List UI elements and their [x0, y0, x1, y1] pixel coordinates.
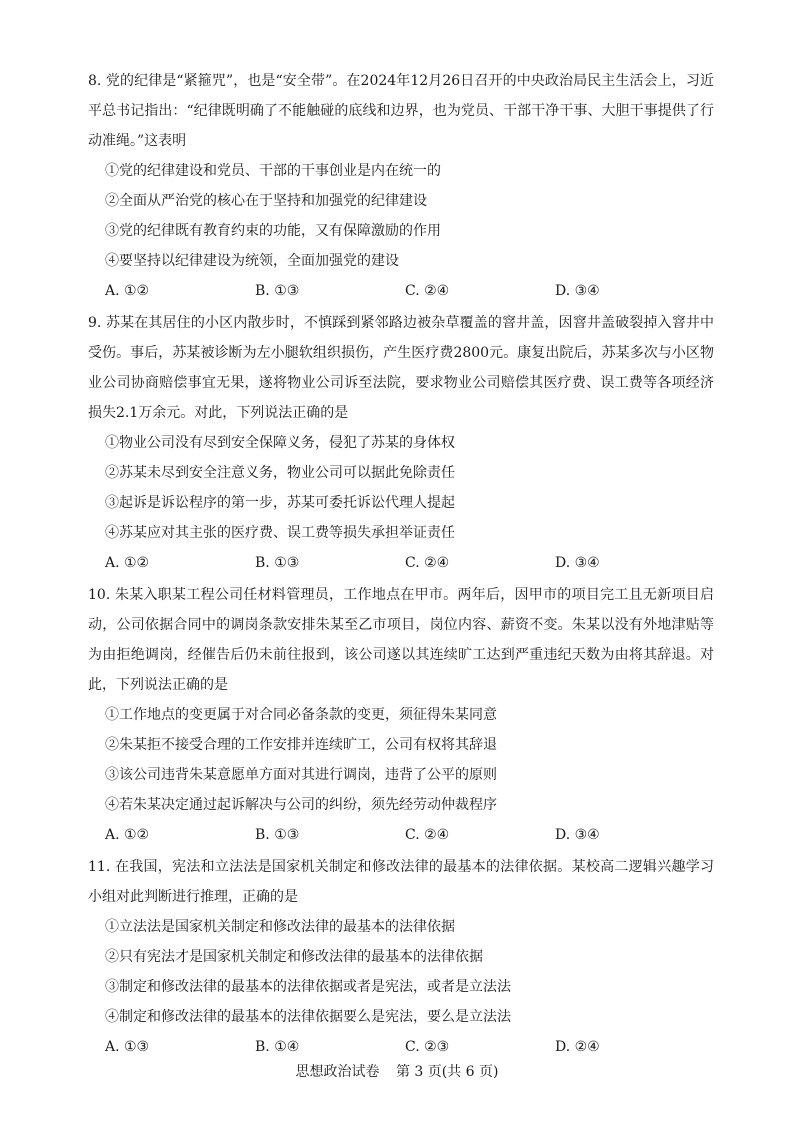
question-10 [88, 580, 714, 850]
choice-a[interactable]: A. ①② [105, 827, 150, 843]
choice-b[interactable]: B. ①③ [255, 827, 300, 843]
statement-3: ③党的纪律既有教育约束的功能，又有保障激励的作用 [105, 223, 441, 239]
question-stem: 10. 朱某入职某工程公司任材料管理员，工作地点在甲市。两年后，因甲市的项目完工且无新项目启动，公司依据合同中的调岗条款安排朱某至乙市项目，岗位内容、薪资不变。朱某以没有外地津贴等为由拒绝调岗，经催告后仍未前往报到，该公司遂以其连续旷工达到严重违纪天数为由将其辞退。对此，下列说法正确的是 [88, 587, 714, 693]
statement-2: ②全面从严治党的核心在于坚持和加强党的纪律建设 [105, 193, 427, 209]
choice-d[interactable]: D. ③④ [555, 827, 600, 843]
statement-1: ①立法法是国家机关制定和修改法律的最基本的法律依据 [105, 919, 455, 935]
choice-d[interactable]: D. ③④ [555, 283, 600, 299]
choice-d[interactable]: D. ③④ [555, 555, 600, 571]
answer-choices [88, 820, 714, 850]
choice-c[interactable]: C. ②④ [405, 283, 450, 299]
choice-a[interactable]: A. ①② [105, 555, 150, 571]
statement-4: ④要坚持以纪律建设为统领，全面加强党的建设 [105, 253, 399, 269]
choice-a[interactable]: A. ①② [105, 283, 150, 299]
question-11 [88, 852, 714, 1062]
answer-choices [88, 548, 714, 578]
choice-c[interactable]: C. ②④ [405, 555, 450, 571]
statement-4: ④制定和修改法律的最基本的法律依据要么是宪法，要么是立法法 [105, 1009, 511, 1025]
statement-3: ③该公司违背朱某意愿单方面对其进行调岗，违背了公平的原则 [105, 767, 497, 783]
answer-choices [88, 1032, 714, 1062]
question-stem: 9. 苏某在其居住的小区内散步时，不慎踩到紧邻路边被杂草覆盖的窨井盖，因窨井盖破裂掉入窨井中受伤。事后，苏某被诊断为左小腿软组织损伤，产生医疗费2800元。康复出院后，苏某多次与小区物业公司协商赔偿事宜无果，遂将物业公司诉至法院，要求物业公司赔偿其医疗费、误工费等各项经济损失2.1万余元。对此，下列说法正确的是 [88, 315, 714, 421]
statement-3: ③起诉是诉讼程序的第一步，苏某可委托诉讼代理人提起 [105, 495, 455, 511]
question-list [88, 66, 714, 1064]
question-stem: 11. 在我国，宪法和立法法是国家机关制定和修改法律的最基本的法律依据。某校高二逻辑兴趣学习小组对此判断进行推理，正确的是 [88, 859, 714, 905]
statement-1: ①党的纪律建设和党员、干部的干事创业是内在统一的 [105, 163, 441, 179]
choice-b[interactable]: B. ①③ [255, 555, 300, 571]
choice-b[interactable]: B. ①④ [255, 1039, 300, 1055]
choice-c[interactable]: C. ②④ [405, 827, 450, 843]
statement-2: ②苏某未尽到安全注意义务，物业公司可以据此免除责任 [105, 465, 455, 481]
question-8 [88, 66, 714, 306]
statement-4: ④若朱某决定通过起诉解决与公司的纠纷，须先经劳动仲裁程序 [105, 797, 497, 813]
question-9 [88, 308, 714, 578]
choice-c[interactable]: C. ②③ [405, 1039, 450, 1055]
page-number: 第 3 页(共 6 页) [395, 1064, 499, 1080]
choice-a[interactable]: A. ①③ [105, 1039, 150, 1055]
answer-choices [88, 276, 714, 306]
choice-b[interactable]: B. ①③ [255, 283, 300, 299]
exam-subject: 思想政治试卷 [295, 1064, 380, 1080]
statement-3: ③制定和修改法律的最基本的法律依据或者是宪法，或者是立法法 [105, 979, 511, 995]
statement-2: ②只有宪法才是国家机关制定和修改法律的最基本的法律依据 [105, 949, 483, 965]
statement-1: ①物业公司没有尽到安全保障义务，侵犯了苏某的身体权 [105, 435, 455, 451]
choice-d[interactable]: D. ②④ [555, 1039, 600, 1055]
statement-1: ①工作地点的变更属于对合同必备条款的变更，须征得朱某同意 [105, 707, 497, 723]
page-footer [0, 1062, 794, 1082]
statement-2: ②朱某拒不接受合理的工作安排并连续旷工，公司有权将其辞退 [105, 737, 497, 753]
statement-4: ④苏某应对其主张的医疗费、误工费等损失承担举证责任 [105, 525, 455, 541]
question-stem: 8. 党的纪律是“紧箍咒”，也是“安全带”。在2024年12月26日召开的中央政治局民主生活会上，习近平总书记指出：“纪律既明确了不能触碰的底线和边界，也为党员、干部干净干事、大胆干事提供了行动准绳。”这表明 [88, 73, 714, 149]
